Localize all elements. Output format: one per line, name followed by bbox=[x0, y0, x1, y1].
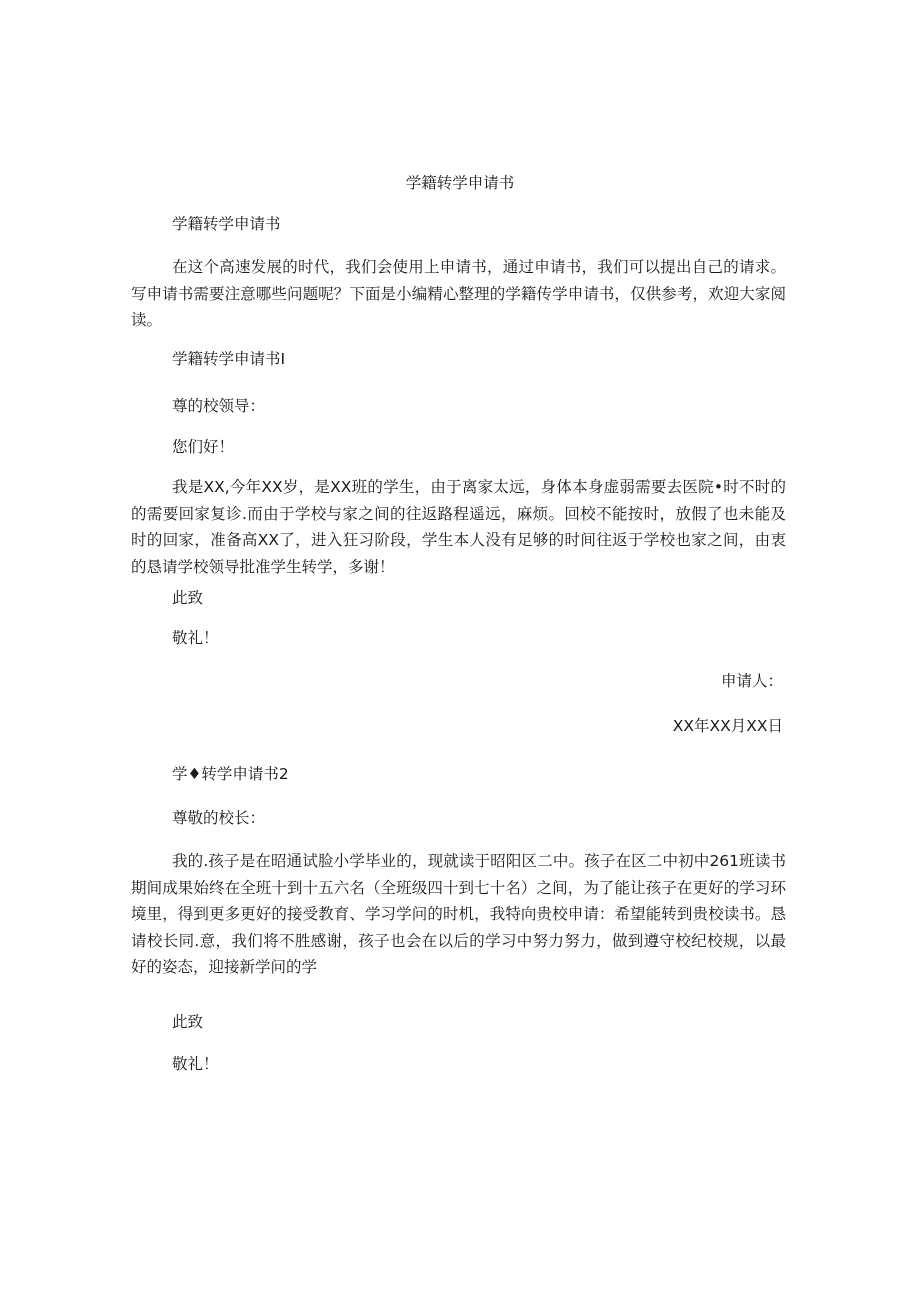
letter1-applicant: 申请人： bbox=[720, 672, 783, 690]
intro-paragraph: 在这个高速发展的时代，我们会使用上申请书，通过申请书，我们可以提出自己的请求。写申请书需要注意哪些问题呢？下面是小编精心整理的学籍传学申请书，仅供参考，欢迎大家阅读。 bbox=[131, 258, 786, 329]
letter2-body: 我的.孩子是在昭通试脸小学毕业的，现就读于昭阳区二中。孩子在区二中初中261班读书期间成果始终在全班十到十五六名（全班级四十到七十名）之间，为了能让孩子在更好的学习环境里，得到更多更好的接受教育、学习学问的时机，我特向贵校申请：希望能转到贵校读书。恳请校长同.意，我们将不胜感谢，孩子也会在以后的学习中努力努力，做到遵守校纪校规，以最好的姿态，迎接新学问的学 bbox=[131, 852, 786, 976]
letter1-salutation: 尊的校领导： bbox=[172, 397, 266, 415]
letter1-closing-2: 敬礼！ bbox=[172, 629, 219, 647]
letter1-greeting: 您们好！ bbox=[172, 438, 235, 456]
letter2-closing-1: 此致 bbox=[172, 1013, 204, 1031]
letter1-date: XX年XX月XX日 bbox=[672, 717, 783, 735]
letter2-closing-2: 敬礼！ bbox=[172, 1055, 219, 1073]
letter1-body: 我是XX,今年XX岁，是XX班的学生，由于离家太远，身体本身虚弱需要去医院•时不时的的需要回家复诊.而由于学校与家之间的往返路程遥远，麻烦。回校不能按时，放假了也未能及时的回家，准备高XX了，进入狂习阶段，学生本人没有足够的时间往返于学校也家之间，由衷的恳请学校领导批准学生转学，多谢！ bbox=[131, 478, 786, 576]
document-title: 学籍转学申请书 bbox=[405, 174, 515, 192]
letter1-closing-1: 此致 bbox=[172, 589, 204, 607]
letter1-heading: 学籍转学申请书I bbox=[172, 350, 286, 368]
letter2-heading: 学♦转学申请书2 bbox=[172, 765, 289, 783]
letter2-salutation: 尊敬的校长： bbox=[172, 809, 266, 827]
document-subtitle: 学籍转学申请书 bbox=[172, 215, 281, 233]
